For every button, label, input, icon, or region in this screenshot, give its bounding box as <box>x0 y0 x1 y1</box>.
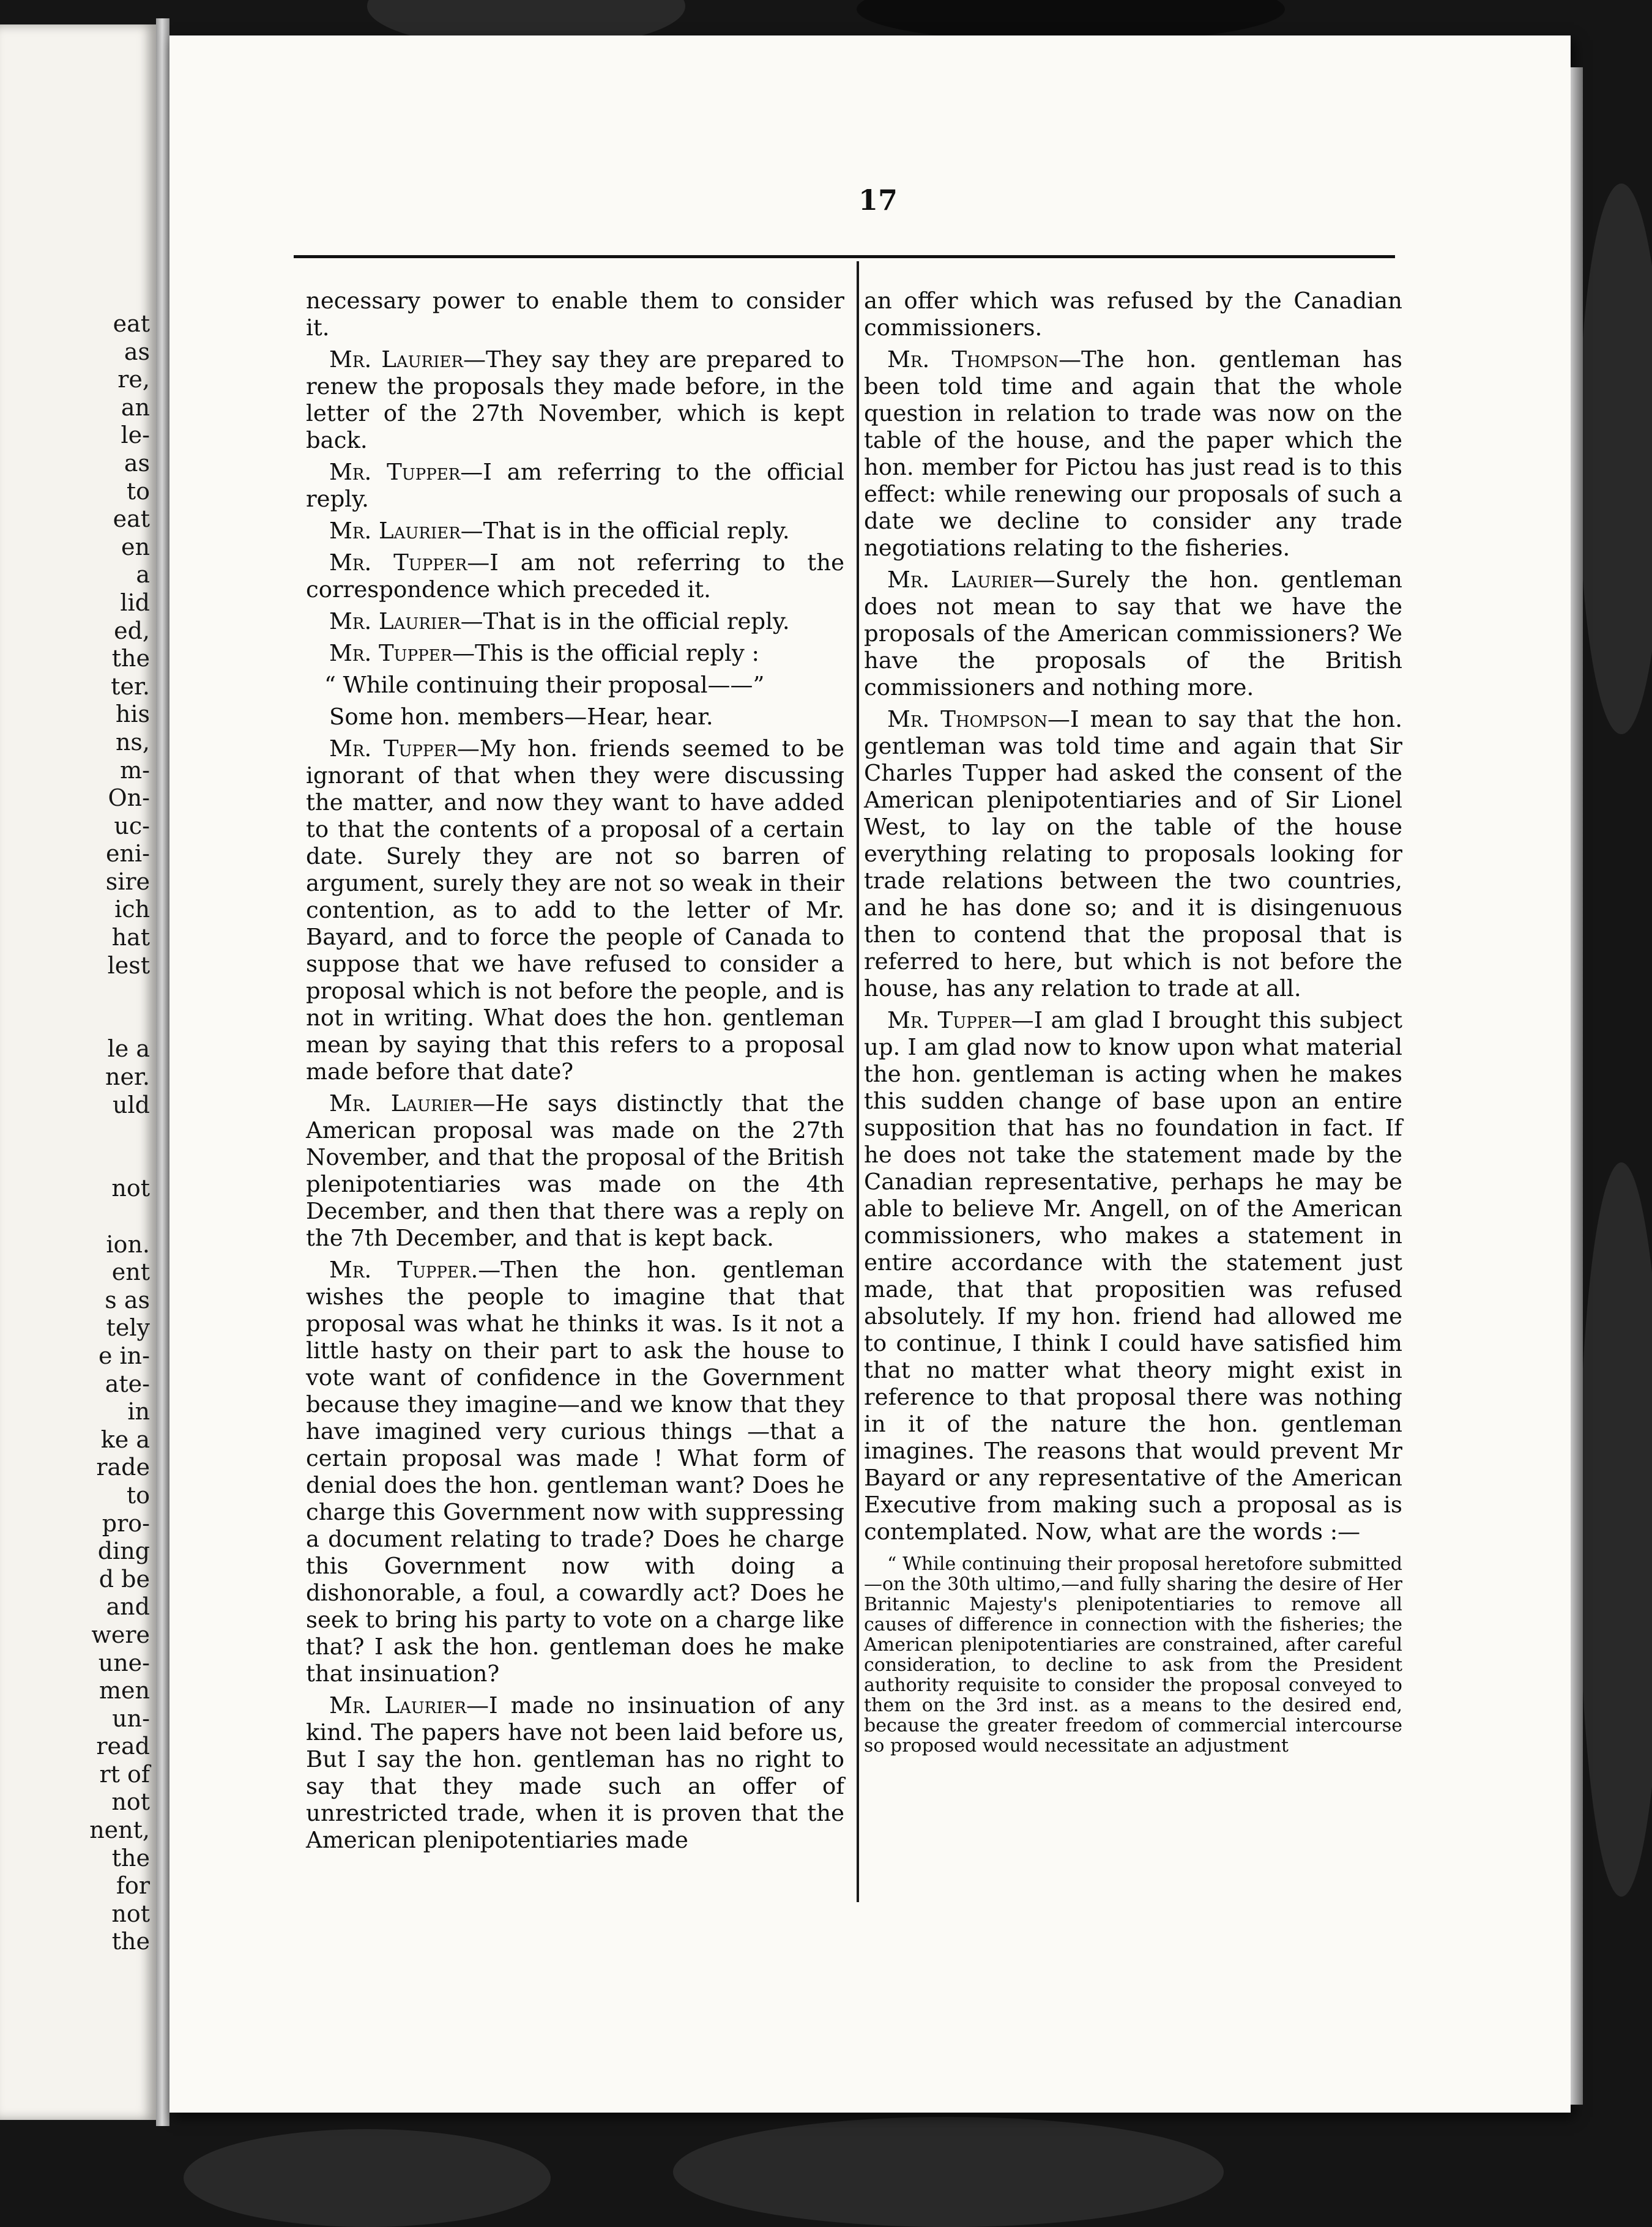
fragment-line: rt of <box>99 1760 150 1788</box>
left-page-fragment <box>0 24 156 2120</box>
fragment-line: not <box>111 1175 150 1202</box>
fragment-line: eni- <box>106 840 150 868</box>
text-paragraph: necessary power to enable them to consider it. <box>306 288 844 341</box>
fragment-line: not <box>111 1788 150 1816</box>
fragment-line: ate- <box>105 1370 150 1397</box>
fragment-line: ner. <box>105 1063 150 1091</box>
fragment-line: s as <box>105 1286 150 1314</box>
fragment-line: as <box>124 449 150 477</box>
speech-text: —They say they are prepared to renew the proposals they made before, in the letter of the 27th November, which is kept back. <box>306 346 844 453</box>
fragment-line: lid <box>120 589 150 616</box>
fragment-line: hat <box>111 924 150 951</box>
fragment-line: ding <box>97 1537 150 1565</box>
speech-paragraph <box>306 1692 844 1854</box>
fragment-line: le a <box>107 1035 150 1063</box>
fragment-line: ed, <box>114 617 150 644</box>
speaker-name: Mr. Thompson <box>887 346 1059 373</box>
speech-paragraph <box>864 1007 1402 1545</box>
speech-text: —My hon. friends seemed to be ignorant of that when they were discussing the matter, and now they want to have added to that the contents of a proposal of a certain date. Surely they are not so barren of argument, surely they are not so weak in their contention, as to add to the letter of Mr. Bayard, and to force the people of Canada to suppose that we have refused to consider a proposal which is not before the people, and is not in writing. What does the hon. gentleman mean by saying that this refers to a proposal made before that date? <box>306 735 844 1085</box>
fragment-line <box>89 1203 150 1231</box>
text-paragraph: Some hon. members—Hear, hear. <box>329 704 713 730</box>
speaker-name: Mr. Laurier <box>329 1090 473 1117</box>
fragment-line: m- <box>120 756 150 784</box>
left-column <box>306 288 844 1859</box>
fragment-line: eat <box>113 310 150 337</box>
fragment-line: pro- <box>102 1509 150 1537</box>
speech-text: —Surely the hon. gentleman does not mean to say that we have the proposals of the American commissioners? We have the proposals of the British commissioners and nothing more. <box>864 567 1402 701</box>
speech-text: —I am referring to the official reply. <box>306 459 845 512</box>
fragment-line: in <box>127 1398 150 1426</box>
speech-paragraph <box>306 735 844 1085</box>
fragment-line: not <box>111 1900 150 1927</box>
quoted-letter: “ While continuing their proposal heretofore submitted—on the 30th ultimo,—and fully sharing the desire of Her Britannic Majesty's plenipotentiaries to remove all causes of difference in connection with the fisheries; the American plenipotentiaries are constrained, after careful consideration, to decline to ask from the President authority requisite to consider the proposal conveyed to them on the 3rd inst. as a means to the desired end, because the greater freedom of commercial intercourse so proposed would necessitate an adjustment <box>864 1553 1402 1757</box>
background-texture <box>1579 184 1652 734</box>
speech-paragraph <box>306 1257 844 1687</box>
fragment-line: uld <box>113 1091 150 1118</box>
speech-text: —Then the hon. gentleman wishes the people to imagine that that proposal was what he thinks it was. Is it not a little hasty on their part to ask the house to vote want of confidence in the Government because they imagine—and we know that they have imagined very curious things —that a certain proposal was made ! What form of denial does the hon. gentleman want? Does he charge this Government now with suppressing a document relating to trade? Does he charge this Government now with doing a dishonorable, a foul, a cowardly act? Does he seek to bring his party to vote on a charge like that? I ask the hon. gentleman does he make that insinuation? <box>306 1257 844 1687</box>
book-gutter <box>156 18 169 2126</box>
speech-paragraph <box>864 567 1402 701</box>
page-number: 17 <box>858 184 898 217</box>
fragment-line: uc- <box>114 812 150 839</box>
speaker-name: Mr. Laurier <box>887 567 1033 593</box>
speech-paragraph <box>306 1090 844 1252</box>
speech-text: —I mean to say that the hon. gentleman was told time and again that Sir Charles Tupper had asked the consent of the American plenipotentiaries and of Sir Lionel West, to lay on the table of the house everything relating to proposals looking for trade relations between the two countries, and he has done so; and it is disingenuous then to contend that the proposal that is referred to here, but which is not before the house, has any relation to trade at all. <box>864 706 1402 1002</box>
speech-paragraph <box>306 346 844 454</box>
speaker-name: Mr. Tupper <box>329 549 467 576</box>
fragment-line: ent <box>111 1258 150 1286</box>
fragment-line: ke a <box>100 1426 150 1453</box>
fragment-line: ter. <box>111 672 150 700</box>
fragment-line: un- <box>112 1705 150 1732</box>
fragment-line: en <box>121 533 150 560</box>
fragment-line <box>89 1147 150 1175</box>
speech-paragraph <box>306 459 844 513</box>
fragment-line: his <box>115 701 150 728</box>
fragment-line: for <box>116 1872 150 1900</box>
speaker-name: Mr. Tupper <box>329 459 461 485</box>
fragment-line <box>89 980 150 1008</box>
fragment-line: lest <box>107 951 150 979</box>
speech-paragraph <box>306 518 844 545</box>
left-page-text <box>89 310 150 1956</box>
speaker-name: Mr. Laurier <box>329 518 461 544</box>
fragment-line: une- <box>98 1649 150 1676</box>
speaker-name: Mr. Tupper <box>329 735 457 762</box>
background-texture <box>673 2117 1224 2227</box>
fragment-line: a <box>136 561 150 589</box>
fragment-line: e in- <box>98 1342 150 1369</box>
speaker-name: Mr. Laurier <box>329 1692 467 1719</box>
right-column <box>864 288 1402 1756</box>
speaker-name: Mr. Thompson <box>887 706 1047 732</box>
fragment-line: eat <box>113 505 150 533</box>
speaker-name: Mr. Tupper <box>329 640 453 666</box>
speaker-name: Mr. Laurier <box>329 608 461 634</box>
speaker-name: Mr. Laurier <box>329 346 463 373</box>
fragment-line: the <box>111 1928 150 1955</box>
speech-text: —The hon. gentleman has been told time and again that the whole question in relation to trade was now on the table of the house, and the paper which the hon. member for Pictou has just read is to this effect: while renewing our proposals of such a date we decline to consider any trade negotiations relating to the fisheries. <box>864 346 1402 561</box>
fragment-line: men <box>99 1677 150 1705</box>
column-divider <box>857 261 859 1902</box>
fragment-line: an <box>121 393 150 421</box>
fragment-line: read <box>96 1733 150 1760</box>
speech-paragraph <box>306 608 844 635</box>
speech-text: —That is in the official reply. <box>460 518 790 544</box>
fragment-line: ns, <box>115 728 150 756</box>
header-rule <box>294 255 1395 258</box>
quotation: “ While continuing their proposal——” <box>324 672 765 698</box>
speech-paragraph <box>864 346 1402 562</box>
fragment-line: nent, <box>89 1816 150 1844</box>
fragment-line: On- <box>108 784 150 812</box>
speaker-name: Mr. Tupper <box>887 1007 1011 1033</box>
speech-paragraph <box>306 640 844 667</box>
fragment-line <box>89 1119 150 1147</box>
speech-text: —I am glad I brought this subject up. I am glad now to know upon what material the hon. gentleman is acting when he makes this sudden change of base upon an entire supposition that has no foundation in fact. If he does not take the statement made by the Canadian representative, perhaps he may be able to believe Mr. Angell, on of the American commissioners, who makes a statement in entire accordance with the statement just made, that that propositien was refused absolutely. If my hon. friend had allowed me to continue, I think I could have satisfied him that no matter what theory might exist in reference to that proposal there was nothing in it of the nature the hon. gentleman imagines. The reasons that would prevent Mr Bayard or any representative of the American Executive from making such a proposal as is contemplated. Now, what are the words :— <box>864 1007 1402 1545</box>
text-paragraph: an offer which was refused by the Canadian commissioners. <box>864 288 1402 341</box>
fragment-line: le- <box>121 422 150 449</box>
fragment-line: re, <box>117 366 150 393</box>
speech-text: —This is the official reply : <box>452 640 759 666</box>
fragment-line: sire <box>105 868 150 895</box>
speech-text: —He says distinctly that the American proposal was made on the 27th November, and that the proposal of the British plenipotentiaries was made on the 4th December, and then that there was a reply on the 7th December, and that is kept back. <box>306 1090 844 1251</box>
speaker-name: Mr. Tupper. <box>329 1257 478 1283</box>
fragment-line: rade <box>96 1454 150 1481</box>
fragment-line: ich <box>114 896 150 923</box>
fragment-line: as <box>124 338 150 365</box>
speech-text: —That is in the official reply. <box>460 608 790 634</box>
speech-paragraph <box>864 706 1402 1002</box>
speech-paragraph <box>306 549 844 603</box>
fragment-line: were <box>91 1621 150 1648</box>
background-texture <box>184 2129 551 2227</box>
fragment-line: the <box>111 645 150 672</box>
fragment-line <box>89 1008 150 1036</box>
fragment-line: the <box>111 1844 150 1872</box>
fragment-line: tely <box>106 1314 150 1342</box>
page-edge <box>1571 67 1583 2105</box>
speech-text: —I am not referring to the correspondence which preceded it. <box>306 549 844 603</box>
background-texture <box>1579 1162 1652 1897</box>
fragment-line: ion. <box>106 1230 150 1258</box>
fragment-line: and <box>106 1593 150 1621</box>
fragment-line: to <box>126 477 150 505</box>
fragment-line: to <box>126 1481 150 1509</box>
speech-text: —I made no insinuation of any kind. The papers have not been laid before us, But I say the hon. gentleman has no right to say that they made such an offer of unrestricted trade, when it is proven that the American plenipotentiaries made <box>306 1692 844 1853</box>
fragment-line: d be <box>99 1565 150 1593</box>
